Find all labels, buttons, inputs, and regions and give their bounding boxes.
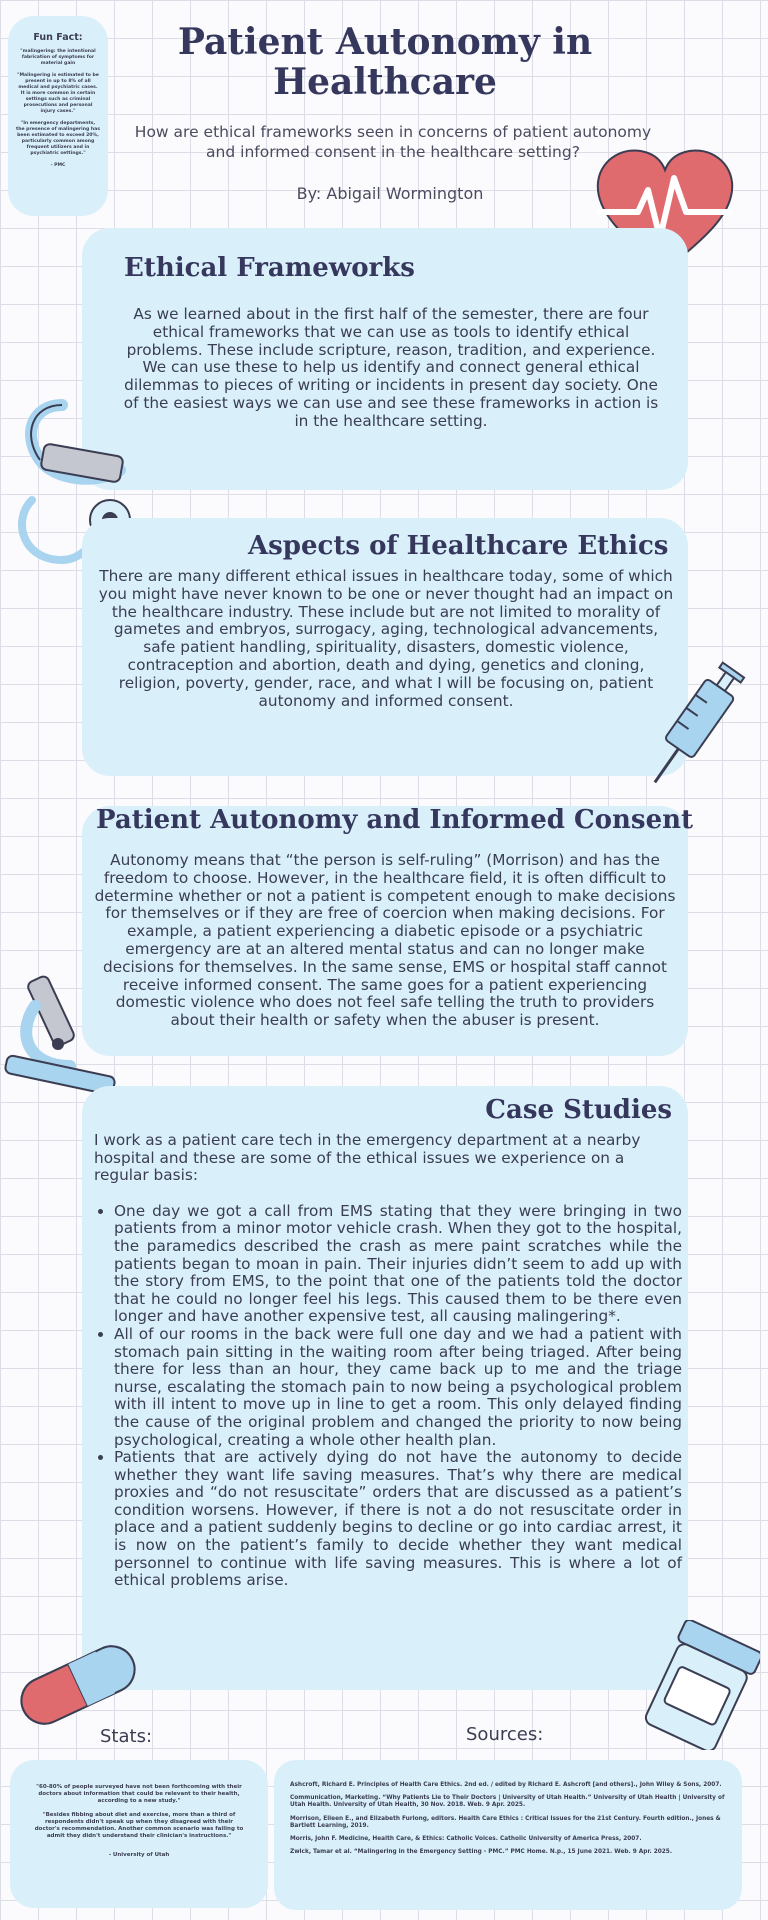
fun-fact-box (8, 16, 108, 216)
source-entry: Morrison, Eileen E., and Elizabeth Furlong, editors. Health Care Ethics : Critical Issues for the 21st Century. Fourth edition., Jones & Bartlett Learning, 2019. (290, 1815, 721, 1829)
section-heading-frameworks: Ethical Frameworks (124, 253, 415, 283)
aspects-card (82, 518, 688, 776)
syringe-icon (640, 650, 750, 800)
fun-fact-text: "Malingering is estimated to be present in up to 8% of all medical and psychiatric cases. It is more common in certain settings such as criminal prosecutions and personal injury cases." (17, 73, 99, 114)
guiding-question: How are ethical frameworks seen in concerns of patient autonomy and informed consent in the healthcare setting? (134, 123, 652, 161)
microscope-icon (0, 966, 120, 1096)
fun-fact-text: "malingering: the intentional fabrication of symptoms for material gain (20, 49, 96, 66)
case-list (94, 1203, 682, 1590)
stat-quote: "60-80% of people surveyed have not been forthcoming with their doctors about information that could be relevant to their health, according to a new study." (36, 1784, 242, 1804)
sources-box (274, 1760, 742, 1910)
fun-fact-source: - PMC (50, 163, 66, 168)
source-entry: Zwick, Tamar et al. “Malingering in the Emergency Setting - PMC.” PMC Home. N.p., 15 June 2021. Web. 9 Apr. 2025. (290, 1849, 673, 1856)
case-studies-body (94, 1132, 682, 1590)
byline: By: Abigail Wormington (296, 184, 484, 203)
case-item: • One day we got a call from EMS stating that they were bringing in two patients from a minor motor vehicle crash. When they got to the hospital, the paramedics described the crash as mere paint scratches while the patients began to moan in pain. Their injuries didn’t seem to add up with the story from EMS, to the point that one of the patients told the doctor that he could no longer feel his legs. This caused them to be there even longer and have another expensive test, all causing malingering*. (114, 1203, 682, 1326)
section-text-aspects: There are many different ethical issues in healthcare today, some of which you might have never known to be one or never thought had an impact on the healthcare industry. These include but are not limited to morality of gametes and embryos, surrogacy, aging, technological advancements, safe patient handling, spirituality, disasters, domestic violence, contraception and abortion, death and dying, genetics and cloning, religion, poverty, gender, race, and what I will be focusing on, patient autonomy and informed consent. (98, 567, 674, 710)
capsule-icon (8, 1630, 148, 1740)
case-studies-intro: I work as a patient care tech in the emergency department at a nearby hospital and these are some of the ethical issues we experience on a regular basis: (94, 1131, 641, 1185)
section-heading-cases: Case Studies (485, 1095, 672, 1125)
fun-fact-heading: Fun Fact: (33, 32, 83, 43)
source-entry: Communication, Marketing. “Why Patients Lie to Their Doctors | University of Utah Health.” University of Utah Health | University of Utah Health. University of Utah Health, 30 Nov. 2018. Web. 9 Apr. 2025. (290, 1795, 725, 1809)
case-item: • Patients that are actively dying do not have the autonomy to decide whether they want life saving measures. That’s why there are medical proxies and “do not resuscitate” orders that are discussed as a patient’s condition worsens. However, if there is not a do not resuscitate order in place and a patient suddenly begins to decline or go into cardiac arrest, it is now on the patient’s family to decide whether they want medical personnel to continue with life saving measures. This is where a lot of ethical problems arise. (114, 1449, 682, 1590)
fun-fact-text: "In emergency departments, the presence of malingering has been estimated to exceed 20%, particularly common among frequent utilizers and in psychiatric settings." (16, 121, 100, 156)
section-heading-autonomy: Patient Autonomy and Informed Consent (96, 805, 694, 835)
section-text-frameworks: As we learned about in the first half of the semester, there are four ethical frameworks that we can use as tools to identify ethical problems. These include scripture, reason, tradition, and experience. We can use these to help us identify and connect general ethical dilemmas to pieces of writing or incidents in present day society. One of the easiest ways we can use and see these frameworks in action is in the healthcare setting. (123, 305, 659, 430)
page-title: Patient Autonomy in Healthcare (177, 21, 593, 103)
stats-label: Stats: (100, 1726, 153, 1747)
section-heading-aspects: Aspects of Healthcare Ethics (248, 531, 669, 561)
case-studies-card (82, 1086, 688, 1690)
stat-quote: "Besides fibbing about diet and exercise, more than a third of respondents didn't speak up when they disagreed with their doctor's recommendation. Another common scenario was failing to admit they didn't understand their clinician's instructions." (34, 1812, 244, 1839)
sources-label: Sources: (466, 1724, 544, 1745)
source-entry: Morris, John F. Medicine, Health Care, & Ethics: Catholic Voices. Catholic University of America Press, 2007. (290, 1836, 642, 1843)
autonomy-card (82, 805, 694, 1056)
pill-bottle-icon (640, 1620, 760, 1750)
source-entry: Ashcroft, Richard E. Principles of Health Care Ethics. 2nd ed. / edited by Richard E. Ashcroft [and others]., John Wiley & Sons, 2007. (290, 1782, 722, 1788)
stats-box (10, 1760, 268, 1908)
section-text-autonomy: Autonomy means that “the person is self-ruling” (Morrison) and has the freedom to choose. However, in the healthcare field, it is often difficult to determine whether or not a patient is competent enough to make decisions for themselves or if they are free of coercion when making decisions. For example, a patient experiencing a diabetic episode or a psychiatric emergency are at an altered mental status and can no longer make decisions for themselves. In the same sense, EMS or hospital staff cannot receive informed consent. The same goes for a patient experiencing domestic violence who does not feel safe telling the truth to providers about their health or safety when the abuser is present. (94, 851, 676, 1030)
stat-source: - University of Utah (108, 1851, 170, 1858)
ethical-frameworks-card (82, 228, 688, 490)
case-item: • All of our rooms in the back were full one day and we had a patient with stomach pain sitting in the waiting room after being triaged. After being there for less than an hour, they came back up to me and the triage nurse, escalating the stomach pain to now being a psychological problem with ill intent to move up in line to get a room. This only delayed finding the cause of the original problem and changed the priority to now being psychological, creating a whole other health plan. (114, 1326, 682, 1449)
